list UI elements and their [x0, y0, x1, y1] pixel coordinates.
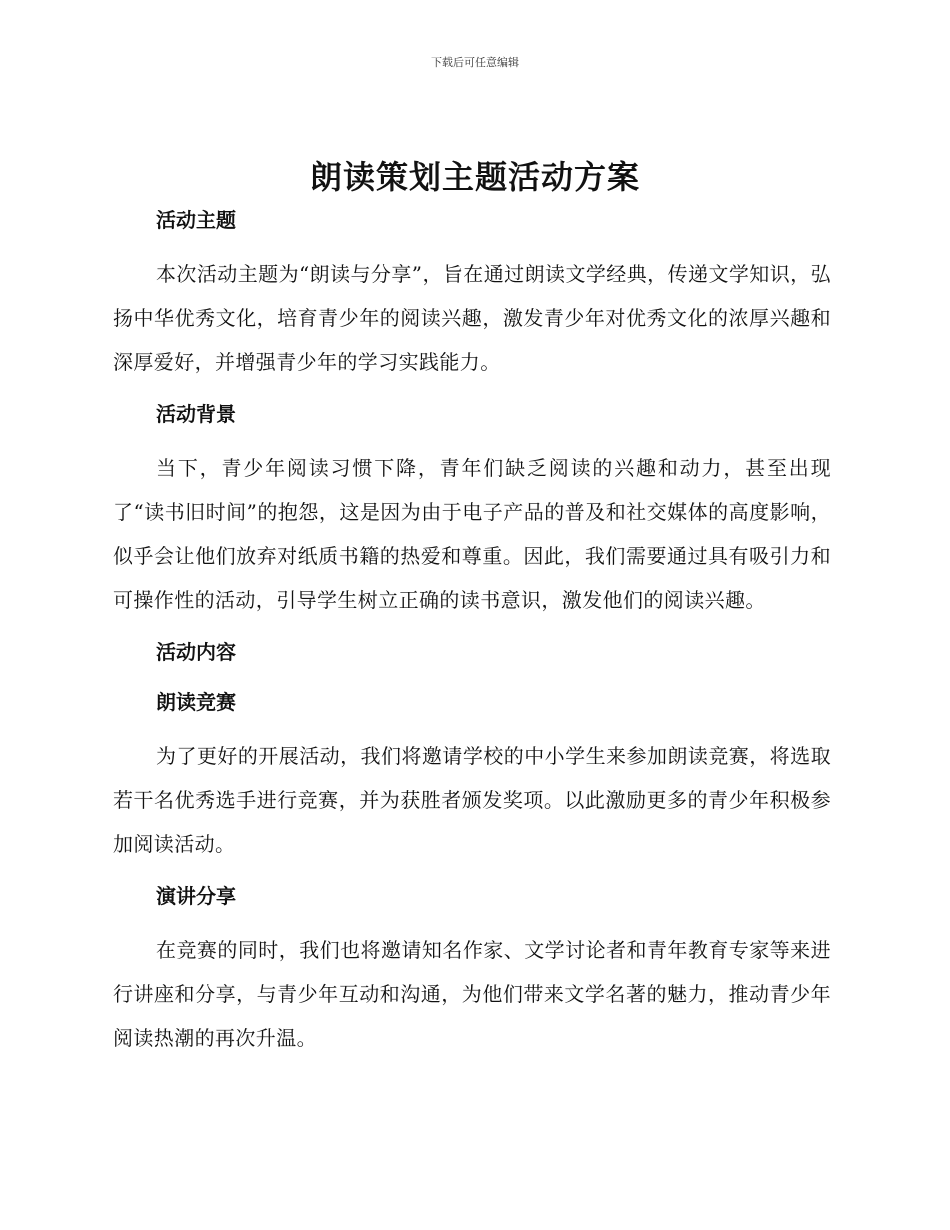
section-heading: 朗读竞赛 [156, 690, 236, 714]
section-content [113, 634, 831, 684]
section-heading: 活动内容 [156, 640, 236, 664]
section-paragraph: 为了更好的开展活动，我们将邀请学校的中小学生来参加朗读竞赛，将选取若干名优秀选手进行竞赛，并为获胜者颁发奖项。以此激励更多的青少年积极参加阅读活动。 [113, 744, 831, 856]
section-heading: 活动主题 [156, 208, 236, 232]
header-note: 下载后可任意编辑 [431, 56, 519, 69]
section-speech-sharing [113, 878, 831, 1060]
section-paragraph: 本次活动主题为“朗读与分享”，旨在通过朗读文学经典，传递文学知识，弘扬中华优秀文化，培育青少年的阅读兴趣，激发青少年对优秀文化的浓厚兴趣和深厚爱好，并增强青少年的学习实践能力。 [113, 262, 831, 374]
section-heading: 演讲分享 [156, 884, 236, 908]
section-paragraph: 在竞赛的同时，我们也将邀请知名作家、文学讨论者和青年教育专家等来进行讲座和分享，与青少年互动和沟通，为他们带来文学名著的魅力，推动青少年阅读热潮的再次升温。 [113, 938, 831, 1050]
section-paragraph: 当下，青少年阅读习惯下降，青年们缺乏阅读的兴趣和动力，甚至出现了“读书旧时间”的抱怨，这是因为由于电子产品的普及和社交媒体的高度影响，似乎会让他们放弃对纸质书籍的热爱和尊重。因此，我们需要通过具有吸引力和可操作性的活动，引导学生树立正确的读书意识，激发他们的阅读兴趣。 [113, 456, 831, 612]
section-theme [113, 202, 831, 396]
page-title: 朗读策划主题活动方案 [309, 158, 640, 196]
section-heading: 活动背景 [156, 402, 236, 426]
section-background [113, 396, 831, 634]
document-body [113, 202, 831, 1060]
section-reading-contest [113, 684, 831, 878]
